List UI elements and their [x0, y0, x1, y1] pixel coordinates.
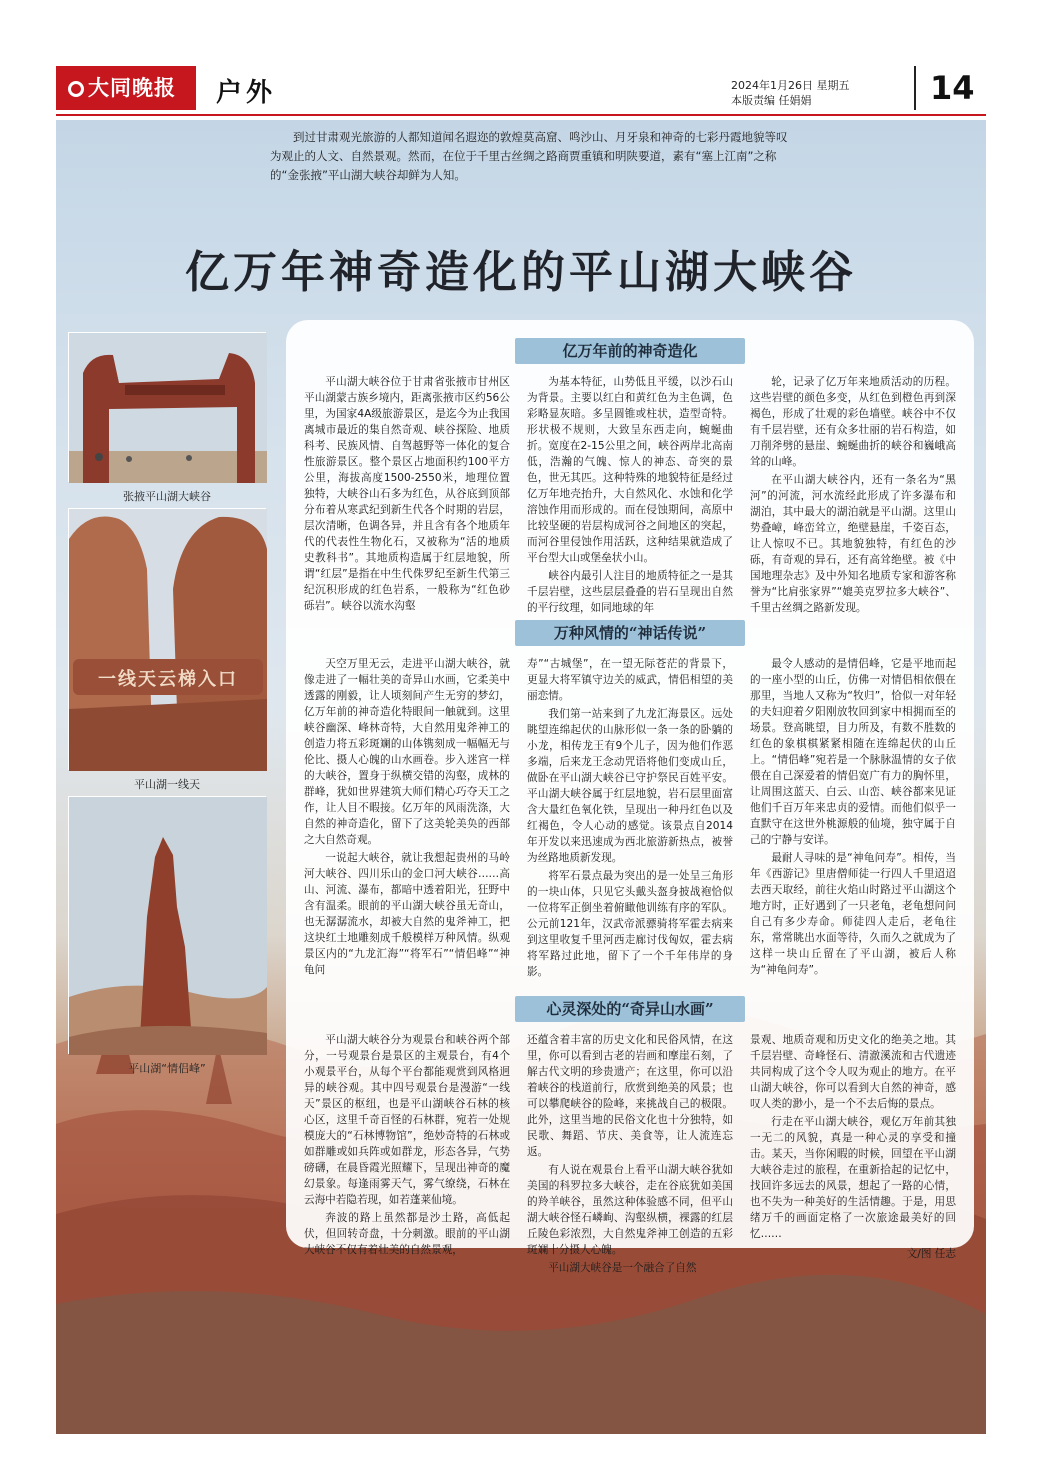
photo-caption-gate: 张掖平山湖大峡谷	[123, 490, 211, 503]
paragraph: 平山湖大峡谷分为观景台和峡谷两个部分，一号观景台是景区的主观景台，有4个小观景平台，从每个平台都能观赏到风格迥异的峡谷观。其中四号观景台是漫游“一线天”景区的枢纽，也是平山湖峡谷石林的核心区，这里千奇百怪的石林群，宛若一处规模庞大的“石林博物馆”，绝妙奇特的石林或如群雕或如兵阵或如群龙，形态各异，气势磅礴，在晨昏霞光照耀下，呈现出神奇的魔幻景象。每逢雨雾天气，雾气缭绕，石林在云海中若隐若现，如若蓬莱仙境。	[304, 1034, 510, 1206]
photo-caption-one-line-sky: 平山湖一线天	[134, 778, 200, 791]
one-line-sky-image	[69, 509, 267, 771]
section-heading-1: 亿万年前的神奇造化	[515, 338, 745, 364]
section-3-column-2	[527, 1032, 733, 1274]
logo-mark-icon	[68, 81, 84, 97]
section-3-column-1	[304, 1032, 510, 1256]
paragraph: 平山湖大峡谷是一个融合了自然	[548, 1262, 697, 1274]
paragraph: 为基本特征，山势低且平缓，以沙石山为背景。主要以红白和黄红色为主色调，色彩略显灰暗。多呈圆锥或柱状，造型奇特。形状极不规则，大致呈东西走向，蜿蜒曲折。宽度在2-15公里之间，峡谷两岸北高南低，浩瀚的气魄、惊人的神态、奇突的景色，世无其匹。这种特殊的地貌特征是经过亿万年地壳抬升，大自然风化、水蚀和化学溶蚀作用而形成的。而在侵蚀期间，高原中比较坚硬的岩层构成河谷之间地区的突起，而河谷里侵蚀作用活跃，这种结果就造成了平台型大山或堡垒状小山。	[527, 376, 733, 564]
section-3-column-3	[750, 1032, 956, 1260]
section-1-columns	[304, 374, 956, 618]
paragraph: 将军石景点最为突出的是一处呈三角形的一块山体，只见它头戴头盔身披战袍恰似一位将军正倒坐着俯瞰他训练有序的军队。公元前121年，汉武帝派骠骑将军霍去病来到这里收复千里河西走廊讨伐匈奴，霍去病将军路过此地，留下了一个千年伟岸的身影。	[527, 870, 733, 978]
paragraph: 还蕴含着丰富的历史文化和民俗风情，在这里，你可以看到古老的岩画和摩崖石刻，了解古代文明的珍贵遗产；在这里，你可以沿着峡谷的栈道前行，欣赏到绝美的风景；也可以攀爬峡谷的险峰，来挑战自己的极限。此外，这里当地的民俗文化也十分独特，如民歌、舞蹈、节庆、美食等，让人流连忘返。	[527, 1034, 733, 1158]
paragraph: 奔波的路上虽然都是沙土路，高低起伏，但回转奇盘，十分刺激。眼前的平山湖大峡谷不仅有着壮美的自然景观，	[304, 1212, 510, 1256]
section-1-column-2	[527, 374, 733, 618]
section-2-column-1	[304, 656, 510, 996]
issue-date: 2024年1月26日 星期五	[731, 79, 850, 92]
photo-one-line-sky	[68, 508, 266, 770]
paragraph: 我们第一站来到了九龙汇海景区。远处眺望连绵起伏的山脉形似一条一条的卧躺的小龙，相传龙王有9个儿子，因为他们作恶多端，后来龙王念动咒语将他们变成山丘，做卧在平山湖大峡谷已守护祭民百姓平安。平山湖大峡谷属于红层地貌，岩石层里面富含大量红色氧化铁，呈现出一种丹红色以及红褐色，令人心动的感觉。该景点自2014年开发以来迅速成为西北旅游新热点，被誉为丝路地质新发现。	[527, 708, 733, 864]
paragraph: 最耐人寻味的是“神龟问寿”。相传，当年《西游记》里唐僧师徒一行四人千里迢迢去西天取经，前往火焰山时路过平山湖这个地方时，正好遇到了一只老龟，老龟想问问自己有多少寿命。师徒四人走后，老龟往东，常常眺出水面等待，久而久之就成为了这样一块山丘留在了平山湖，被后人称为“神龟问寿”。	[750, 852, 956, 976]
masthead	[56, 62, 986, 116]
section-name: 户外	[216, 78, 277, 108]
paragraph: 行走在平山湖大峡谷，观亿万年前其独一无二的风貌，真是一种心灵的享受和撞击。某天，当你闲暇的时候，回望在平山湖大峡谷走过的旅程，在重新拾起的记忆中，找回许多远去的风景，想起了一路的心情，也不失为一种美好的生活情趣。于是，用思绪万千的画面定格了一次旅途最美好的回忆……	[750, 1116, 956, 1240]
paragraph: 在平山湖大峡谷内，还有一条名为“黑河”的河流，河水流经此形成了许多瀑布和湖泊，其中最大的湖泊就是平山湖。这里山势叠嶂，峰峦耸立，绝壁悬崖，千姿百态，让人惊叹不已。其地貌独特，有红色的沙砾，有奇观的异石，还有高耸绝壁。被《中国地理杂志》及中外知名地质专家和游客称誉为“比肩张家界”“媲美克罗拉多大峡谷”、千里古丝绸之路新发现。	[750, 474, 956, 614]
lovers-peak-image	[69, 797, 267, 1055]
photo-canyon-gate	[68, 332, 266, 482]
page-number: 14	[914, 66, 975, 110]
paragraph: 一说起大峡谷，就让我想起贵州的马岭河大峡谷、四川乐山的金口河大峡谷……高山、河流、瀑布，都暗中透着阳光，狂野中含有温柔。眼前的平山湖大峡谷虽无奇山，也无潺潺流水，却被大自然的鬼斧神工，把这块红土地雕刻成千般模样万种风情。纵观景区内的“九龙汇海”“将军石”“情侣峰”“神龟问	[304, 852, 510, 976]
canyon-gate-image	[69, 333, 267, 483]
paragraph: 寿”“古城堡”，在一望无际苍茫的背景下，更显大将军镇守边关的威武，情侣相望的美丽恋情。	[527, 658, 733, 702]
paragraph: 平山湖大峡谷位于甘肃省张掖市甘州区平山湖蒙古族乡境内，距离张掖市区约56公里，为国家4A级旅游景区，是迄今为止我国离城市最近的集自然奇观、峡谷探险、地质科考、民族风情、自驾越野等一体化的复合性旅游景区。整个景区占地面积约100平方公里，海拔高度1500-2550米，地理位置独特，大峡谷山石多为红色，从谷底到顶部分布着从寒武纪到新生代各个时期的岩层，层次清晰，色调各异，并且含有各个地质年代的代表性生物化石，又被称为“活的地质史教科书”。其地质构造属于红层地貌，所谓“红层”是指在中生代侏罗纪至新生代第三纪沉积形成的红色岩系，一般称为“红色砂砾岩”。峡谷以流水沟壑	[304, 376, 510, 612]
paragraph: 轮，记录了亿万年来地质活动的历程。这些岩壁的颜色多变，从红色到橙色再到深褐色，形成了壮观的彩色墙壁。峡谷中不仅有千层岩壁，还有众多壮丽的岩石构造，如刀削斧劈的悬崖、蜿蜒曲折的峡谷和巍峨高耸的山峰。	[750, 376, 956, 468]
author-credit: 文/图 任志	[906, 1248, 956, 1260]
paragraph: 有人说在观景台上看平山湖大峡谷犹如美国的科罗拉多大峡谷，走在谷底犹如美国的羚羊峡谷，虽然这种体验感不同，但平山湖大峡谷怪石嶙峋、沟壑纵横，裸露的红层丘陵色彩浓烈，大自然鬼斧神工创造的五彩斑斓十分摄人心魄。	[527, 1164, 733, 1256]
section-3-columns	[304, 1032, 956, 1274]
photo-lovers-peak	[68, 796, 266, 1054]
page-editor: 本版责编 任娟娟	[731, 94, 812, 107]
section-heading-3: 心灵深处的“奇异山水画”	[515, 996, 745, 1022]
issue-meta	[731, 78, 850, 108]
feature-panel	[56, 120, 986, 1434]
paragraph: 景观、地质奇观和历史文化的绝美之地。其千层岩壁、奇峰怪石、清澈溪流和古代遗迹共同构成了这个令人叹为观止的地方。在平山湖大峡谷，你可以看到大自然的神奇，感叹人类的渺小，是一个不去后悔的景点。	[750, 1034, 956, 1110]
paragraph: 天空万里无云，走进平山湖大峡谷，就像走进了一幅壮美的奇异山水画，它柔美中透露的刚毅，让人顷刻间产生无穷的梦幻，亿万年前的神奇造化特眼间一触就到。这里峡谷幽深、峰林奇特，大自然用鬼斧神工的创造力将五彩斑斓的山体镌刻成一幅幅无与伦比、摄人心魄的山水画卷。步入迷宫一样的大峡谷，置身于纵横交错的沟壑，成林的群峰，犹如世界建筑大师们精心巧夺天工之作，让人目不暇接。亿万年的风雨洗涤，大自然的神奇造化，留下了这美轮美奂的西部之大自然奇观。	[304, 658, 510, 846]
section-2-column-2	[527, 656, 733, 996]
logo-text: 大同晚报	[88, 75, 176, 100]
article-headline: 亿万年神奇造化的平山湖大峡谷	[185, 247, 857, 298]
section-2-column-3	[750, 656, 956, 996]
intro-paragraph: 到过甘肃观光旅游的人都知道闻名遐迩的敦煌莫高窟、鸣沙山、月牙泉和神奇的七彩丹霞地貌等叹为观止的人文、自然景观。然而，在位于千里古丝绸之路商贾重镇和明陕要道，素有“塞上江南”之称的“金张掖”平山湖大峡谷却鲜为人知。	[270, 130, 788, 182]
newspaper-logo	[56, 66, 196, 110]
section-1-column-3	[750, 374, 956, 618]
section-1-column-1	[304, 374, 510, 618]
carved-sign-text: 一线天云梯入口	[98, 669, 238, 690]
photo-caption-lovers-peak: 平山湖“情侣峰”	[128, 1062, 206, 1075]
article-body	[286, 320, 974, 1274]
section-heading-2: 万种风情的“神话传说”	[515, 620, 745, 646]
section-2-columns	[304, 656, 956, 996]
paragraph: 峡谷内最引人注目的地质特征之一是其千层岩壁，这些层层叠叠的岩石呈现出自然的平行纹理，如同地球的年	[527, 570, 733, 614]
paragraph: 最令人感动的是情侣峰，它是平地而起的一座小型的山丘，仿佛一对情侣相依偎在那里，当地人又称为“牧归”，恰似一对年轻的夫妇迎着夕阳刚放牧回到家中相拥而至的场景。登高眺望，目力所及，有数不胜数的红色的象棋棋紧紧相随在连绵起伏的山丘上。“情侣峰”宛若是一个脉脉温情的女子依偎在自己深爱着的情侣宽广有力的胸怀里，让周围这蓝天、白云、山峦、峡谷都来见证他们千百万年来忠贞的爱情。而他们似乎一直默守在这世外桃源般的仙境，独守属于自己的宁静与安详。	[750, 658, 956, 846]
